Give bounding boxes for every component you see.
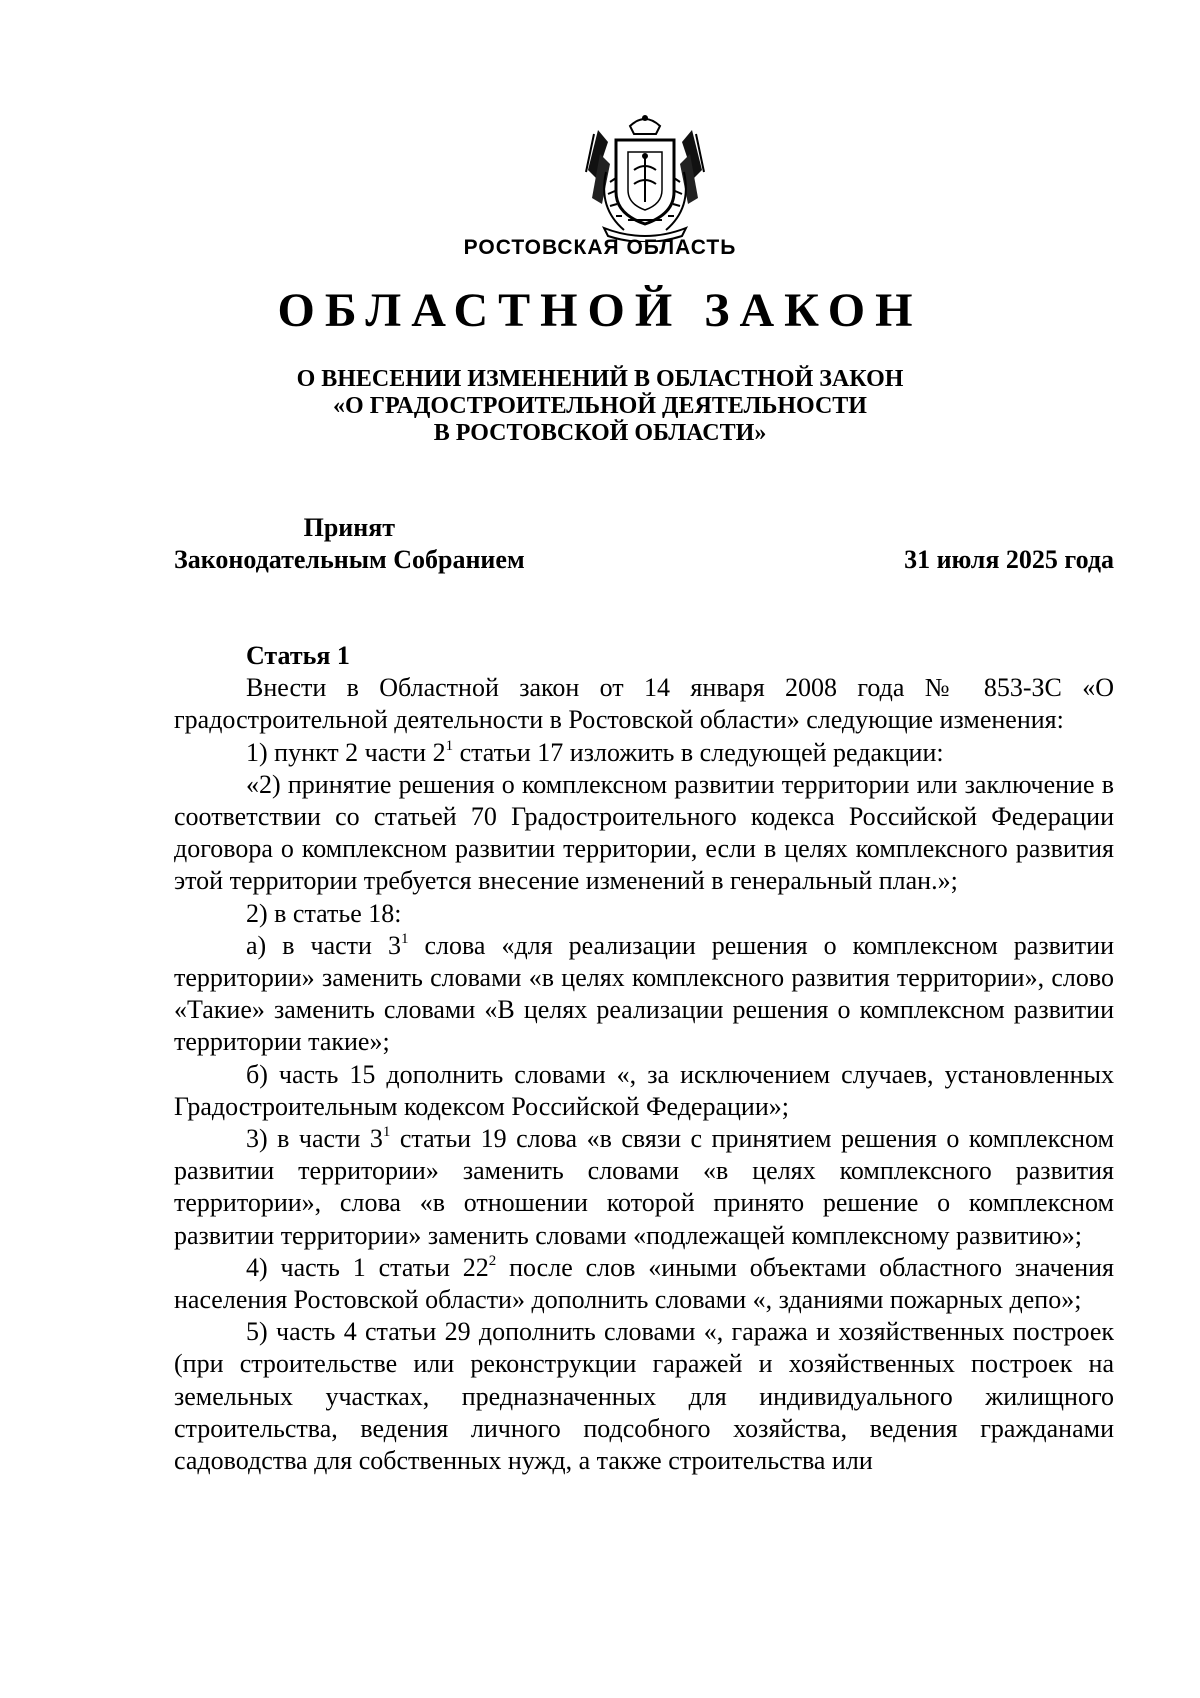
amendment-item-2: 2) в статье 18: [246,898,402,928]
adopted-label: Принят [303,513,396,542]
article-intro: Внести в Областной закон от 14 января 2008 года № 853-ЗС «О градостроительной деятельности в Ростовской области» следующие изменения: [174,673,1114,735]
amendment-item-4: 4) часть 1 статьи $22^2$ после слов «иными объектами областного значения населения Ростовской области» дополнить словами «, зданиями пожарных депо»; [174,1252,1115,1315]
law-title-line: В РОСТОВСКОЙ ОБЛАСТИ» [433,420,767,446]
adoption-date: 31 июля 2025 года [904,545,1114,574]
law-title-line: «О ГРАДОСТРОИТЕЛЬНОЙ ДЕЯТЕЛЬНОСТИ [333,393,867,419]
coat-of-arms-icon [584,112,706,242]
article-body [174,640,1114,1477]
law-title-line: О ВНЕСЕНИИ ИЗМЕНЕНИЙ В ОБЛАСТНОЙ ЗАКОН [296,366,904,392]
amendment-item-2a: а) в части $3^1$ слова «для реализации решения о комплексном развитии территории» заменить словами «в целях комплексного развития территории», слово «Такие» заменить словами «В целях реализации решения о комплексном развитии территории такие»; [174,930,1114,1057]
amendment-item-2b: б) часть 15 дополнить словами «, за исключением случаев, установленных Градостроительным кодексом Российской Федерации»; [174,1059,1114,1121]
amendment-quote-1: «2) принятие решения о комплексном развитии территории или заключение в соответствии со статьей 70 Градостроительного кодекса Российской Федерации договора о комплексном развитии территории, если в целях комплексного развития этой территории требуется внесение изменений в генеральный план.»; [174,769,1114,896]
amendment-item-3: 3) в части $3^1$ статьи 19 слова «в связи с принятием решения о комплексном развитии территории» заменить словами «в целях комплексного развития территории», слова «в отношении которой принято решение о комплексном развитии территории» заменить словами «подлежащей комплексному развитию»; [174,1124,1114,1250]
amendment-item-1: 1) пункт 2 части $2^1$ статьи 17 изложить в следующей редакции: [246,737,944,767]
region-name: РОСТОВСКАЯ ОБЛАСТЬ [463,236,737,259]
amendment-item-5: 5) часть 4 статьи 29 дополнить словами «, гаража и хозяйственных построек (при строительстве или реконструкции гаражей и хозяйственных построек на земельных участках, предназначенных для индивидуального жилищного строительства, ведения личного подсобного хозяйства, ведения гражданами садоводства для собственных нужд, а также строительства или [174,1317,1114,1476]
document-type-title: ОБЛАСТНОЙ ЗАКОН [277,284,923,337]
adopting-body: Законодательным Собранием [174,545,525,574]
adoption-statement [174,512,525,576]
law-title [0,366,1200,447]
article-heading: Статья 1 [246,641,350,670]
